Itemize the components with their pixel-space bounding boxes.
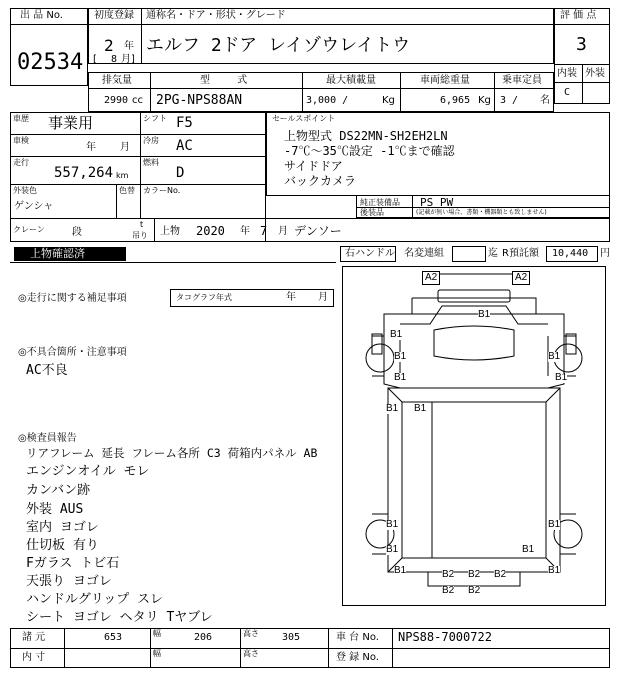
max-load-label: 最大積載量: [326, 75, 376, 86]
name-change-label: 名変連組: [404, 248, 444, 259]
width-label: 幅: [153, 629, 161, 638]
inspection-year: 年: [86, 142, 96, 153]
damage-mark: B2: [494, 569, 507, 580]
crane-lift: 吊り: [132, 231, 148, 240]
mileage-value: 557,264: [54, 165, 114, 181]
body-year: 2020: [196, 224, 225, 238]
capacity-unit: 名: [540, 95, 550, 106]
lot-number: 02534: [17, 50, 84, 75]
capacity-value: 3 /: [500, 95, 519, 106]
damage-mark: A2: [512, 271, 530, 285]
body-label: 上物: [160, 226, 180, 237]
sales-point-3: サイドドア: [284, 159, 343, 173]
mileage-unit: km: [116, 171, 129, 180]
color-code-label: カラーNo.: [143, 186, 181, 195]
report-line-5: 室内 ヨゴレ: [26, 520, 99, 535]
damage-mark: B1: [386, 403, 399, 414]
first-reg-year: 2: [104, 36, 114, 55]
shift-value: F5: [176, 115, 193, 131]
report-line-8: 天張り ヨゴレ: [26, 574, 112, 589]
first-reg-month-open: [: [93, 54, 97, 65]
first-reg-month: 8: [111, 54, 118, 65]
equipment-value: PS PW: [420, 196, 454, 209]
body-month-unit: 月: [278, 226, 288, 237]
displacement-value: 2990: [104, 95, 129, 106]
equipment-label: 純正装備品: [360, 198, 400, 207]
driving-notes-label: ◎走行に関する補足事項: [18, 293, 127, 304]
dims-label: 諸 元: [22, 632, 46, 643]
max-load-unit: Kg: [382, 95, 395, 106]
max-load-value: 3,000 /: [306, 95, 349, 106]
crane-label: クレーン: [13, 225, 45, 234]
deadline-mark: 迄: [488, 248, 498, 259]
chassis-label: 車 台 No.: [336, 632, 379, 643]
damage-mark: B1: [555, 372, 568, 383]
damage-mark: B1: [394, 565, 407, 576]
ext-color-label: 外装色: [13, 186, 37, 195]
name-change-box: [452, 246, 486, 262]
capacity-label: 乗車定員: [502, 75, 542, 86]
damage-mark: B1: [386, 544, 399, 555]
damage-mark: B1: [386, 519, 399, 530]
history-label: 車歴: [13, 114, 29, 123]
fuel-value: D: [176, 165, 185, 181]
report-line-2: エンジンオイル モレ: [26, 464, 150, 479]
damage-mark: B2: [442, 569, 455, 580]
body-month: 7: [260, 224, 268, 238]
body-year-unit: 年: [240, 226, 250, 237]
lot-label: 出 品 No.: [20, 10, 63, 21]
damage-mark: B1: [548, 351, 561, 362]
car-name: エルフ 2ドア レイゾウレイトウ: [146, 35, 411, 56]
interior-grade: C: [564, 87, 571, 98]
gross-weight-label: 車両総重量: [420, 75, 470, 86]
tacho-label: タコグラフ年式: [176, 293, 232, 302]
ac-label: 冷房: [143, 136, 159, 145]
damage-mark: B1: [548, 519, 561, 530]
damage-mark: B1: [522, 544, 535, 555]
inner-dims-label: 内 寸: [22, 652, 46, 663]
height-value: 305: [282, 632, 301, 643]
damage-mark: B2: [468, 569, 481, 580]
recycle-deposit-value: 10,440: [552, 248, 589, 259]
sales-points-label: セールスポイント: [272, 114, 336, 123]
report-line-10: シート ヨゴレ ヘタリ Tヤブレ: [26, 610, 213, 625]
color-change-label: 色替: [119, 186, 135, 195]
first-reg-label: 初度登録: [94, 10, 134, 21]
recycle-deposit-label: R預託額: [502, 248, 539, 259]
report-line-6: 仕切板 有り: [26, 538, 99, 553]
aftermarket-label: 後装品: [360, 208, 384, 217]
height-label-2: 高さ: [243, 649, 259, 658]
body-checked-banner: 上物確認済: [14, 247, 126, 261]
report-line-9: ハンドルグリップ スレ: [26, 592, 164, 607]
tacho-month: 月: [318, 292, 328, 303]
report-line-7: Fガラス トビ石: [26, 556, 120, 571]
exterior-label: 外装: [585, 68, 605, 79]
chassis-value: NPS88-7000722: [398, 630, 492, 644]
damage-mark: B1: [548, 565, 561, 576]
mileage-label: 走行: [13, 158, 29, 167]
fuel-label: 燃料: [143, 158, 159, 167]
damage-mark: B2: [442, 585, 455, 596]
car-name-label: 通称名・ドア・形状・グレード: [146, 10, 286, 21]
damage-mark: A2: [422, 271, 440, 285]
defect-value: AC不良: [26, 363, 68, 378]
inspection-month: 月: [120, 142, 130, 153]
first-reg-year-unit: 年: [124, 41, 134, 52]
damage-mark: B1: [414, 403, 427, 414]
history-value: 事業用: [48, 114, 94, 132]
report-line-3: カンバン跡: [26, 483, 91, 498]
ac-value: AC: [176, 138, 193, 154]
body-maker: デンソー: [294, 224, 342, 238]
damage-mark: B1: [478, 309, 491, 320]
width-label-2: 幅: [153, 649, 161, 658]
score-label: 評 価 点: [560, 10, 597, 21]
sales-point-1: 上物型式 DS22MN-SH2EH2LN: [284, 129, 448, 143]
width-value: 206: [194, 632, 213, 643]
ext-color-value: ゲンシャ: [14, 201, 54, 212]
recycle-deposit-unit: 円: [600, 248, 610, 259]
tacho-year: 年: [286, 292, 296, 303]
truck-diagram: [342, 266, 606, 606]
first-reg-month-close: 月]: [121, 54, 135, 65]
score-value: 3: [576, 34, 587, 55]
model-value: 2PG-NPS88AN: [156, 93, 243, 108]
displacement-label: 排気量: [102, 75, 132, 86]
sales-point-4: バックカメラ: [284, 174, 357, 188]
report-line-4: 外装 AUS: [26, 502, 84, 517]
aftermarket-note: (記載が無い場合、書類・機器類とも致しません): [416, 209, 547, 216]
defect-label: ◎不具合箇所・注意事項: [18, 347, 127, 358]
damage-mark: B2: [468, 585, 481, 596]
inspection-label: 車検: [13, 136, 29, 145]
length-value: 653: [104, 632, 123, 643]
shift-label: シフト: [143, 114, 167, 123]
inspector-report-label: ◎検査員報告: [18, 433, 77, 444]
gross-weight-unit: Kg: [478, 95, 491, 106]
damage-mark: B1: [394, 372, 407, 383]
registration-label: 登 録 No.: [336, 652, 379, 663]
interior-label: 内装: [557, 68, 577, 79]
crane-stage: 段: [72, 227, 82, 238]
model-label: 型 式: [200, 75, 260, 86]
report-line-1: リアフレーム 延長 フレーム各所 C3 荷箱内パネル AB: [26, 446, 318, 460]
sales-point-2: -7℃～35℃設定 -1℃まで確認: [284, 144, 455, 158]
crane-t: t: [140, 220, 144, 229]
damage-mark: B1: [394, 351, 407, 362]
displacement-unit: cc: [132, 95, 143, 106]
gross-weight-value: 6,965: [440, 95, 471, 106]
height-label: 高さ: [243, 629, 259, 638]
right-handle-label: 右ハンドル: [345, 248, 395, 259]
damage-mark: B1: [390, 329, 403, 340]
